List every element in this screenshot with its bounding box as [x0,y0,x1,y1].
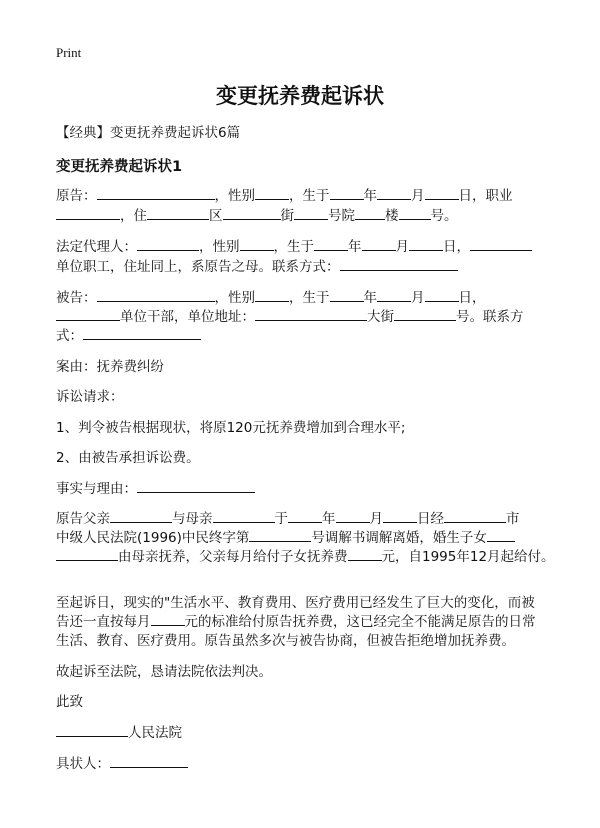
claim-2: 2、由被告承担诉讼费。 [56,450,200,466]
defendant-line-3 [56,324,201,344]
text-live: ，住 [120,208,147,224]
plaintiff-line-2 [56,204,458,224]
text-year: 年 [363,188,377,204]
claim-1: 1、判令被告根据现状，将原120元抚养费增加到合理水平; [56,420,406,436]
blank-month [336,509,370,523]
text-month: 月 [369,511,383,527]
text-since: 元，自1995年12月起给付。 [381,549,555,565]
blank-defendant-contact [83,326,201,340]
blank-district [223,206,281,220]
blank-day [409,237,443,251]
blank-agent-name [137,237,199,251]
blank-gender [255,186,289,200]
series-line: 【经典】变更抚养费起诉状6篇 [56,125,241,141]
text-gender: ，性别 [199,239,240,255]
facts-p2-line-3: 生活、教育、医疗费用。原告虽然多次与被告协商，但被告拒绝增加抚养费。 [56,633,515,649]
blank-year [330,186,364,200]
text-avenue: 大街 [367,309,394,325]
document-subtitle: 变更抚养费起诉状1 [56,159,183,175]
blank-year [330,288,364,302]
text-father: 原告父亲 [56,511,110,527]
text-no: 号。 [430,208,458,224]
agent-line-1 [56,235,532,255]
text-standard: 元的标准给付原告抚养费，这已经完全不能满足原告的日常 [184,614,536,630]
text-contact: 号。联系方 [456,309,524,325]
defendant-line-2 [56,305,524,325]
text-court-no: 号院 [328,208,355,224]
text-day: 日， [443,239,470,255]
text-gender: ，性别 [214,290,255,306]
blank-year [288,509,322,523]
agent-work-contact: 单位职工，住址同上，系原告之母。联系方式： [56,259,340,275]
blank-avenue-no [394,307,456,321]
print-label[interactable]: Print [56,45,82,60]
facts-p2-line-2 [56,610,536,630]
blank-case-no [249,528,311,542]
text-born: ，生于 [289,188,330,204]
text-custody: 由母亲抚养，父亲每月给付子女抚养费 [118,549,348,565]
text-year: 年 [348,239,362,255]
salutation: 此致 [56,694,83,710]
text-building: 楼 [385,208,399,224]
blank-facts [137,479,255,493]
text-year: 年 [322,511,336,527]
blank-gender [240,237,274,251]
defendant-line-1 [56,286,486,306]
text-contact-cont: 式： [56,328,83,344]
text-month: 月 [411,188,425,204]
blank-father [110,509,172,523]
blank-building [399,206,431,220]
blank-amount [348,547,382,561]
blank-address [255,307,367,321]
blank-month [377,288,411,302]
text-via: 日经 [417,511,444,527]
cause-line: 案由：抚养费纠纷 [56,359,164,375]
text-mother: 与母亲 [172,511,213,527]
blank-agent-contact [340,257,458,271]
blank-child [487,528,515,542]
blank-agent-work [470,237,532,251]
text-month: 月 [395,239,409,255]
blank-monthly-amount [151,612,185,626]
facts-label: 事实与理由： [56,481,137,497]
text-work-address: 单位干部，单位地址： [120,309,255,325]
blank-day [425,288,459,302]
defendant-label: 被告： [56,290,97,306]
signer-line [56,752,188,772]
blank-mother [213,509,275,523]
blank-court [355,206,385,220]
agent-line-2 [56,255,458,275]
claims-heading: 诉讼请求： [56,389,124,405]
text-divorce: 号调解书调解离婚，婚生子女 [311,530,487,546]
text-gender: ，性别 [214,188,255,204]
text-district: 区 [209,208,223,224]
blank-gender [255,288,289,302]
plaintiff-line-1 [56,184,513,204]
court-line [56,721,182,741]
text-day: 日， [458,290,486,306]
text-court-case: 中级人民法院(1996)中民终字第 [56,530,250,546]
blank-street [294,206,328,220]
signer-label: 具状人： [56,756,110,772]
court-label: 人民法院 [128,725,182,741]
blank-child-name [56,547,118,561]
blank-plaintiff-name [97,186,215,200]
text-month: 月 [411,290,425,306]
blank-court [56,723,128,737]
blank-defendant-name [97,288,215,302]
blank-month [362,237,396,251]
text-on: 于 [274,511,288,527]
text-street: 街 [280,208,294,224]
facts-line [56,477,255,497]
facts-p2-line-1: 至起诉日，现实的"生活水平、教育费用、医疗费用已经发生了巨大的变化，而被 [56,595,535,611]
page-title: 变更抚养费起诉状 [216,84,384,108]
text-born: ，生于 [289,290,330,306]
text-year: 年 [363,290,377,306]
blank-year [314,237,348,251]
conclusion: 故起诉至法院，恳请法院依法判决。 [56,664,272,680]
blank-defendant-work [56,307,120,321]
facts-p1-line-1 [56,507,520,527]
facts-p1-line-2 [56,526,515,546]
blank-city [147,206,209,220]
blank-month [377,186,411,200]
blank-day [383,509,417,523]
blank-city [444,509,506,523]
text-day-occupation: 日，职业 [458,188,513,204]
text-monthly: 告还一直按每月 [56,614,151,630]
blank-day [425,186,459,200]
plaintiff-label: 原告： [56,188,97,204]
facts-p1-line-3 [56,545,555,565]
text-born: ，生于 [273,239,314,255]
agent-label: 法定代理人： [56,239,137,255]
blank-occupation [56,206,120,220]
text-city: 市 [506,511,520,527]
blank-signer [110,754,188,768]
